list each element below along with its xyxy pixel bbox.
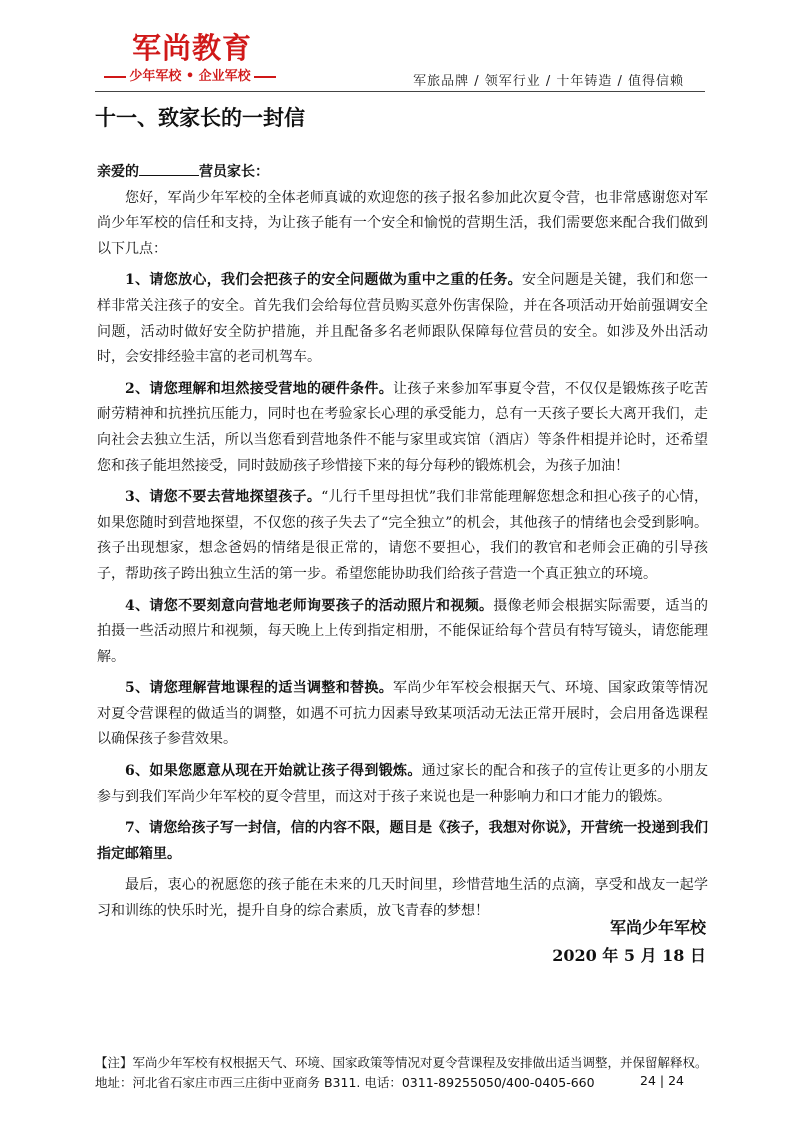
footer-address: 地址：河北省石家庄市西三庄街中亚商务 B311. 电话：0311-89255050/400-0405-660: [95, 1075, 595, 1090]
point-lead: 3、请您不要去营地探望孩子。: [125, 489, 322, 506]
point-paragraph-3: [97, 485, 708, 587]
point-paragraph-5: [97, 676, 708, 753]
logo-dash-left: [104, 76, 126, 78]
salutation-prefix: 亲爱的: [97, 164, 139, 180]
intro-paragraph: 您好，军尚少年军校的全体老师真诚的欢迎您的孩子报名参加此次夏令营，也非常感谢您对军尚少年军校的信任和支持，为让孩子能有一个安全和愉悦的营期生活，我们需要您来配合我们做到以下几点：: [97, 189, 708, 257]
point-body: 军尚少年军校会根据天气、环境、国家政策等情况对夏令营课程的做适当的调整，如遇不可抗力因素导致某项活动无法正常开展时，会启用备选课程以确保孩子参营效果。: [97, 680, 709, 748]
salutation: [97, 160, 708, 186]
logo-title: 军尚教育: [132, 31, 253, 65]
logo-dash-right: [254, 76, 276, 78]
point-body: “儿行千里母担忧”我们非常能理解您想念和担心孩子的心情，如果您随时到营地探望，不仅您的孩子失去了“完全独立”的机会，其他孩子的情绪也会受到影响。孩子出现想家，想念爸妈的情绪是很正常的，请您不要担心，我们的教官和老师会正确的引导孩子，帮助孩子跨出独立生活的第一步。希望您能协助我们给孩子营造一个真正独立的环境。: [97, 489, 708, 582]
signature-org: 军尚少年军校: [609, 918, 706, 937]
point-lead: 5、请您理解营地课程的适当调整和替换。: [125, 680, 394, 697]
header-divider: [95, 91, 705, 92]
point-lead: 4、请您不要刻意向营地老师询要孩子的活动照片和视频。: [125, 597, 494, 614]
point-lead: 6、如果您愿意从现在开始就让孩子得到锻炼。: [125, 763, 422, 780]
point-paragraph-6: [97, 759, 708, 810]
header-slogan: 军旅品牌 / 领军行业 / 十年铸造 / 值得信赖: [413, 74, 684, 89]
letter-body: [97, 160, 708, 925]
logo-subtitle: [95, 65, 285, 84]
logo-subtitle-text: 少年军校 • 企业军校: [129, 69, 251, 84]
point-body: 安全问题是关键，我们和您一样非常关注孩子的安全。首先我们会给每位营员购买意外伤害保险，并在各项活动开始前强调安全问题，活动时做好安全防护措施，并且配备多名老师跟队保障每位营员的安全。如涉及外出活动时，会安排经验丰富的老司机驾车。: [97, 272, 708, 366]
page-number: 24 | 24: [640, 1073, 684, 1088]
name-blank: [139, 161, 199, 176]
salutation-suffix: 营员家长：: [199, 164, 269, 180]
point-lead: 2、请您理解和坦然接受营地的硬件条件。: [125, 380, 394, 397]
section-title: 十一、致家长的一封信: [95, 106, 305, 130]
point-paragraph-1: [97, 268, 708, 370]
point-lead: 7、请您给孩子写一封信，信的内容不限，题目是《孩子，我想对你说》，开营统一投递到我们指定邮箱里。: [97, 820, 708, 862]
signature-date: 2020 年 5 月 18 日: [552, 946, 706, 965]
footer-note: 【注】军尚少年军校有权根据天气、环境、国家政策等情况对夏令营课程及安排做出适当调整，并保留解释权。: [95, 1055, 708, 1070]
signature-block: [552, 914, 706, 970]
point-body: 让孩子来参加军事夏令营，不仅仅是锻炼孩子吃苦耐劳精神和抗挫抗压能力，同时也在考验家长心理的承受能力，总有一天孩子要长大离开我们，走向社会去独立生活，所以当您看到营地条件不能与家里或宾馆（酒店）等条件相提并论时，还希望您和孩子能坦然接受，同时鼓励孩子珍惜接下来的每分每秒的锻炼机会，为孩子加油！: [97, 380, 709, 474]
point-paragraph-4: [97, 594, 708, 671]
point-body: 摄像老师会根据实际需要，适当的拍摄一些活动照片和视频，每天晚上上传到指定相册，不能保证给每个营员有特写镜头，请您能理解。: [97, 597, 708, 665]
point-body: 通过家长的配合和孩子的宣传让更多的小朋友参与到我们军尚少年军校的夏令营里，而这对于孩子来说也是一种影响力和口才能力的锻炼。: [97, 763, 708, 805]
point-paragraph-7: [97, 816, 708, 867]
point-lead: 1、请您放心，我们会把孩子的安全问题做为重中之重的任务。: [125, 272, 523, 289]
closing-paragraph: 最后，衷心的祝愿您的孩子能在未来的几天时间里，珍惜营地生活的点滴，享受和战友一起学习和训练的快乐时光，提升自身的综合素质，放飞青春的梦想！: [97, 877, 708, 920]
point-paragraph-2: [97, 377, 708, 479]
